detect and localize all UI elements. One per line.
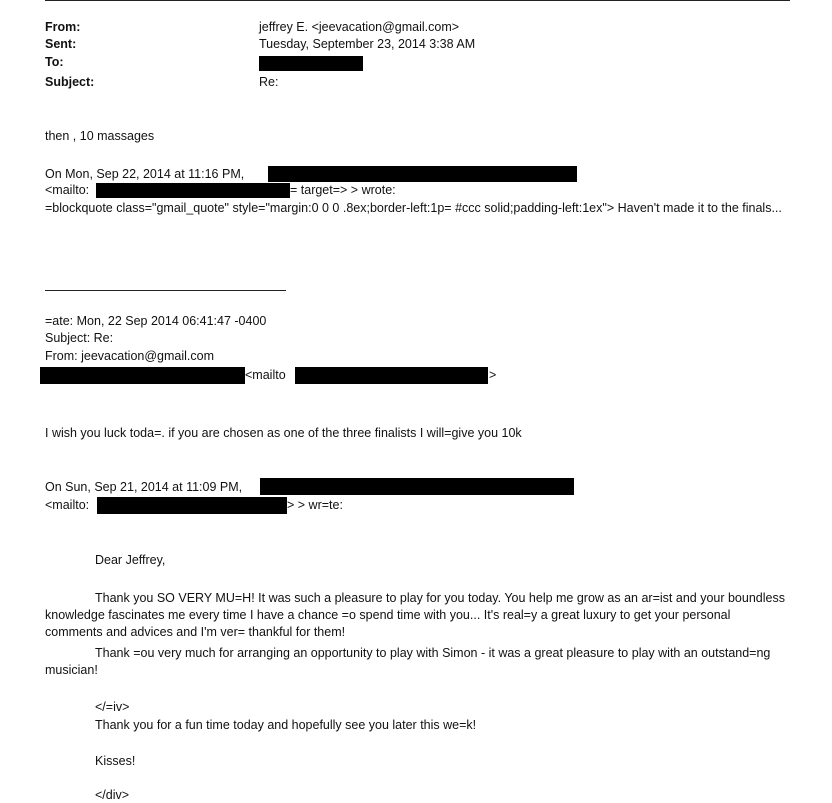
letter-paragraph-1	[45, 590, 790, 641]
letter-greeting: Dear Jeffrey,	[95, 553, 166, 567]
trailing-tag-text: </div>	[95, 788, 130, 802]
to-label: To:	[45, 55, 64, 69]
letter-paragraph-2-text: Thank =ou very much for arranging an opportunity to play with Simon - it was a great pleasure to play with an outstand=ng musician!	[45, 646, 771, 677]
top-rule	[45, 0, 790, 1]
quote1-mailto: <mailto:	[45, 183, 90, 197]
quote2-wrote: > > wr=te:	[287, 498, 343, 512]
redaction-quote1-email	[96, 183, 290, 198]
fwd-date: =ate: Mon, 22 Sep 2014 06:41:47 -0400	[45, 314, 267, 328]
quote1-target: = target=> > wrote:	[290, 183, 396, 197]
reply-text: then , 10 massages	[45, 129, 155, 143]
quote2-intro: On Sun, Sep 21, 2014 at 11:09 PM,	[45, 480, 243, 494]
subject-value: Re:	[259, 75, 279, 89]
letter-paragraph-1-text: Thank you SO VERY MU=H! It was such a pleasure to play for you today. You help me grow as an ar=ist and your boundless knowledge fascinates me every time I have a chance =o spend time with you... It's real=y a great luxury to get your personal comments and advices and I'm ver= thankful for them!	[45, 591, 785, 639]
from-value: jeffrey E. <jeevacation@gmail.com>	[259, 20, 460, 34]
redaction-quote1-sender	[268, 166, 577, 182]
thanks-line: Thank you for a fun time today and hopefully see you later this we=k!	[95, 718, 477, 732]
separator-rule	[45, 290, 286, 291]
quote1-blockquote: =blockquote class="gmail_quote" style="margin:0 0 0 .8ex;border-left:1p= #ccc solid;padding-left:1ex"> Haven't made it to the finals...	[45, 201, 782, 215]
redaction-quote2-email	[97, 497, 287, 514]
quote1-intro: On Mon, Sep 22, 2014 at 11:16 PM,	[45, 167, 245, 181]
fwd-from: From: jeevacation@gmail.com	[45, 349, 214, 363]
from-label: From:	[45, 20, 81, 34]
sent-label: Sent:	[45, 37, 77, 51]
wish-line: I wish you luck toda=. if you are chosen as one of the three finalists I will=give you 10k	[45, 426, 522, 440]
sent-value: Tuesday, September 23, 2014 3:38 AM	[259, 37, 476, 51]
letter-paragraph-2	[45, 645, 790, 679]
kisses-text: Kisses!	[95, 754, 136, 768]
subject-label: Subject:	[45, 75, 95, 89]
redaction-fwd-name	[40, 367, 245, 384]
redaction-to	[259, 56, 363, 71]
redaction-fwd-email	[295, 367, 488, 384]
fwd-subject: Subject: Re:	[45, 331, 114, 345]
div-tag-text: </=iv>	[95, 700, 130, 714]
quote2-mailto: <mailto:	[45, 498, 90, 512]
redaction-quote2-sender	[260, 478, 574, 495]
fwd-mailto: <mailto	[245, 368, 286, 382]
fwd-mailto-close: >	[489, 368, 497, 382]
